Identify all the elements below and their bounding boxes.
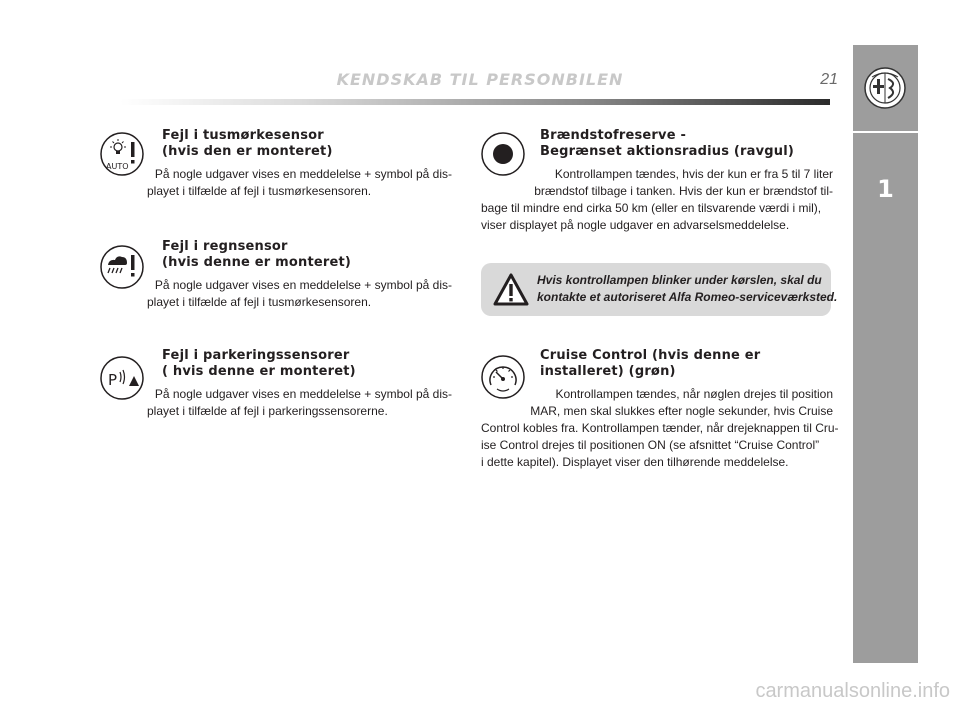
warning-note-box bbox=[481, 263, 838, 316]
page-number: 21 bbox=[820, 71, 838, 88]
svg-text:P: P bbox=[108, 371, 118, 389]
auto-light-warning-icon bbox=[100, 132, 144, 176]
rain-sensor-body: På nogle udgaver vises en meddelelse + symbol på dis- playet i tilfælde af fejl i tusmørkesensoren. bbox=[147, 278, 452, 309]
auto-label: AUTO bbox=[106, 162, 129, 171]
cruise-control-body: Kontrollampen tændes, når nøglen drejes til position MAR, men skal slukkes efter nogle sekunder, hvis Cruise Control kobles fra. Kontrollampen tænder, når drejeknappen til Cru- ise Control drejes til positionen ON (se afsnittet “Cruise Control” i dette kapitel). Displayet viser den tilhørende meddelelse. bbox=[481, 387, 839, 469]
warning-triangle-icon bbox=[493, 273, 529, 306]
dusk-sensor-body: På nogle udgaver vises en meddelelse + symbol på dis- playet i tilfælde af fejl i tusmørkesensoren. bbox=[147, 167, 452, 198]
fuel-reserve-body: Kontrollampen tændes, hvis der kun er fra 5 til 7 liter brændstof tilbage i tanken. Hvis der kun er brændstof til- bage til mindre end cirka 50 km (eller en tilsvarende værdi i mil), viser displayet på nogle udgaver en advarselsmeddelelse. bbox=[481, 167, 833, 232]
dusk-sensor-title: Fejl i tusmørkesensor (hvis den er monteret) bbox=[162, 128, 333, 159]
header-rule bbox=[120, 99, 830, 105]
cruise-control-title: Cruise Control (hvis denne er installeret) (grøn) bbox=[540, 348, 761, 379]
chapter-side-tab bbox=[853, 45, 918, 663]
parking-sensor-warning-icon bbox=[100, 356, 144, 400]
warning-note-text: Hvis kontrollampen blinker under kørslen, skal du kontakte et autoriseret Alfa Romeo-serviceværksted. bbox=[537, 273, 838, 304]
fuel-reserve-title: Brændstofreserve - Begrænset aktionsradius (ravgul) bbox=[540, 128, 795, 159]
watermark: carmanualsonline.info bbox=[755, 680, 950, 702]
rain-sensor-warning-icon bbox=[100, 245, 144, 289]
chapter-number: 1 bbox=[877, 175, 894, 203]
parking-sensors-title: Fejl i parkeringssensorer ( hvis denne er monteret) bbox=[162, 348, 356, 379]
rain-sensor-title: Fejl i regnsensor (hvis denne er monteret) bbox=[162, 239, 352, 270]
alfa-romeo-logo-icon bbox=[864, 67, 906, 109]
parking-sensors-body: På nogle udgaver vises en meddelelse + symbol på dis- playet i tilfælde af fejl i parkeringssensorerne. bbox=[147, 387, 452, 418]
tab-divider bbox=[853, 131, 918, 133]
running-header-title: KENDSKAB TIL PERSONBILEN bbox=[336, 70, 624, 89]
